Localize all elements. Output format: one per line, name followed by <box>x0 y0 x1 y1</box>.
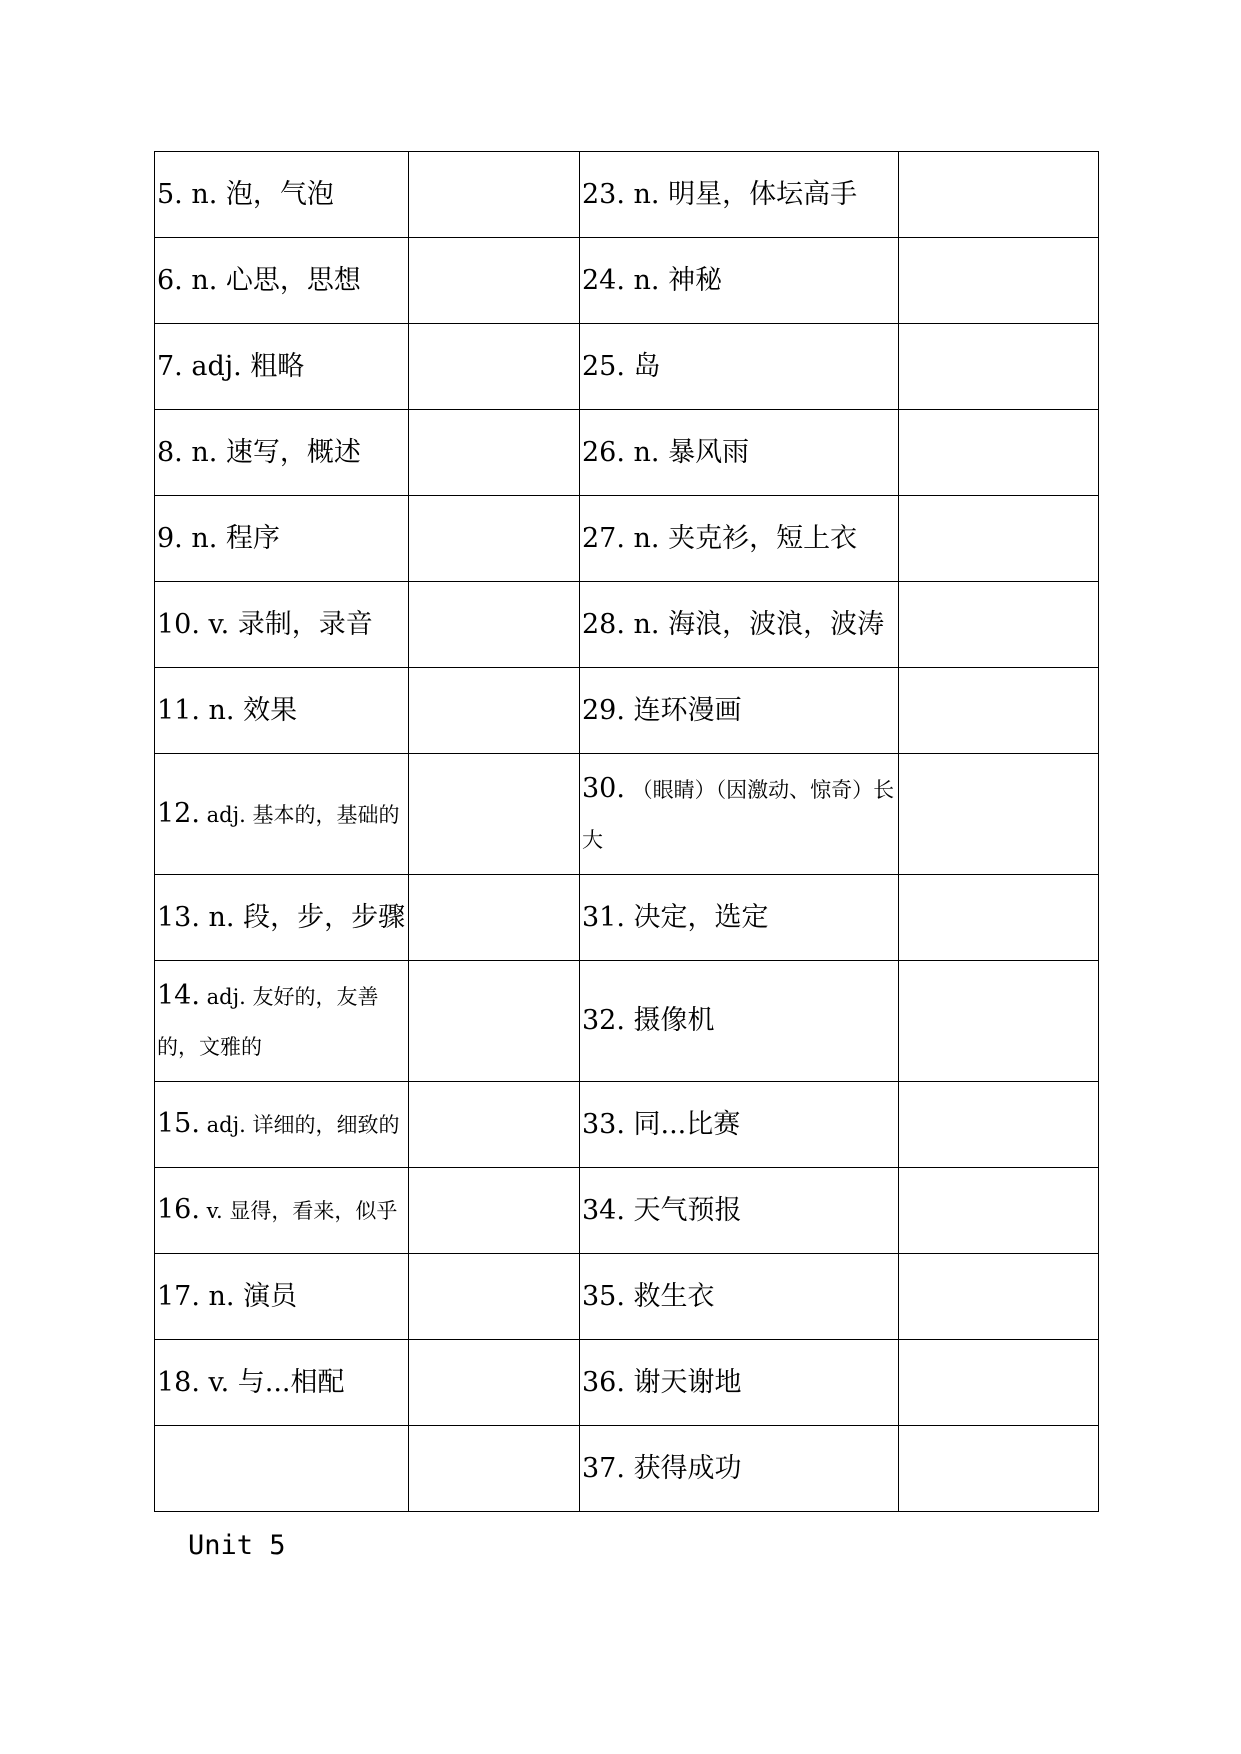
answer-cell[interactable] <box>409 496 580 582</box>
answer-cell[interactable] <box>899 1254 1099 1340</box>
table-row <box>155 1340 1099 1426</box>
answer-cell[interactable] <box>899 1340 1099 1426</box>
answer-cell[interactable] <box>899 582 1099 668</box>
answer-cell[interactable] <box>899 152 1099 238</box>
term-cell: 5. n. 泡，气泡 <box>155 152 409 238</box>
term-cell: 26. n. 暴风雨 <box>580 410 899 496</box>
answer-cell[interactable] <box>899 324 1099 410</box>
answer-cell[interactable] <box>899 1168 1099 1254</box>
term-number: 12. <box>157 797 200 829</box>
term-number: 30. <box>582 772 625 804</box>
table-row <box>155 1168 1099 1254</box>
table-row <box>155 875 1099 961</box>
answer-cell[interactable] <box>409 754 580 875</box>
term-number: 15. <box>157 1108 200 1139</box>
term-cell: 9. n. 程序 <box>155 496 409 582</box>
answer-cell[interactable] <box>409 324 580 410</box>
answer-cell[interactable] <box>409 152 580 238</box>
term-cell: 8. n. 速写，概述 <box>155 410 409 496</box>
table-row <box>155 1254 1099 1340</box>
term-number: 14. <box>157 979 200 1011</box>
table-row <box>155 961 1099 1082</box>
term-cell <box>580 754 899 875</box>
term-cell: 32. 摄像机 <box>580 961 899 1082</box>
answer-cell[interactable] <box>409 1082 580 1168</box>
answer-cell[interactable] <box>899 1426 1099 1512</box>
term-cell: 35. 救生衣 <box>580 1254 899 1340</box>
term-cell: 31. 决定，选定 <box>580 875 899 961</box>
term-cell: 29. 连环漫画 <box>580 668 899 754</box>
term-text: adj. 基本的，基础的 <box>206 802 400 827</box>
table-row <box>155 582 1099 668</box>
term-cell: 28. n. 海浪，波浪，波涛 <box>580 582 899 668</box>
term-cell: 34. 天气预报 <box>580 1168 899 1254</box>
term-cell: 36. 谢天谢地 <box>580 1340 899 1426</box>
answer-cell[interactable] <box>899 496 1099 582</box>
table-row <box>155 238 1099 324</box>
table-row <box>155 152 1099 238</box>
term-number: 16. <box>157 1194 200 1225</box>
answer-cell[interactable] <box>409 668 580 754</box>
term-text: adj. 友好的，友善的，文雅的 <box>157 984 379 1059</box>
table-row <box>155 496 1099 582</box>
table-row <box>155 410 1099 496</box>
answer-cell[interactable] <box>409 582 580 668</box>
term-cell: 27. n. 夹克衫，短上衣 <box>580 496 899 582</box>
term-text: v. 显得，看来，似乎 <box>206 1199 398 1223</box>
term-cell: 18. v. 与...相配 <box>155 1340 409 1426</box>
answer-cell[interactable] <box>409 961 580 1082</box>
term-cell <box>155 1082 409 1168</box>
table-row <box>155 668 1099 754</box>
answer-cell[interactable] <box>899 1082 1099 1168</box>
answer-cell[interactable] <box>899 961 1099 1082</box>
table-row <box>155 754 1099 875</box>
answer-cell[interactable] <box>409 875 580 961</box>
term-cell <box>155 1168 409 1254</box>
term-cell: 37. 获得成功 <box>580 1426 899 1512</box>
table-row <box>155 1426 1099 1512</box>
term-text: adj. 详细的，细致的 <box>206 1113 400 1137</box>
term-cell <box>155 1426 409 1512</box>
answer-cell[interactable] <box>409 1426 580 1512</box>
answer-cell[interactable] <box>899 875 1099 961</box>
vocabulary-table <box>154 151 1099 1512</box>
term-cell: 11. n. 效果 <box>155 668 409 754</box>
answer-cell[interactable] <box>409 1254 580 1340</box>
answer-cell[interactable] <box>899 410 1099 496</box>
answer-cell[interactable] <box>899 238 1099 324</box>
term-cell: 13. n. 段，步，步骤 <box>155 875 409 961</box>
answer-cell[interactable] <box>899 754 1099 875</box>
term-cell: 6. n. 心思，思想 <box>155 238 409 324</box>
term-cell: 17. n. 演员 <box>155 1254 409 1340</box>
answer-cell[interactable] <box>409 1168 580 1254</box>
term-cell: 10. v. 录制，录音 <box>155 582 409 668</box>
term-cell: 33. 同...比赛 <box>580 1082 899 1168</box>
answer-cell[interactable] <box>409 1340 580 1426</box>
term-cell: 23. n. 明星，体坛高手 <box>580 152 899 238</box>
answer-cell[interactable] <box>409 410 580 496</box>
term-cell: 25. 岛 <box>580 324 899 410</box>
answer-cell[interactable] <box>409 238 580 324</box>
term-cell <box>155 754 409 875</box>
term-cell <box>155 961 409 1082</box>
term-cell: 7. adj. 粗略 <box>155 324 409 410</box>
term-cell: 24. n. 神秘 <box>580 238 899 324</box>
table-row <box>155 1082 1099 1168</box>
unit-heading: Unit 5 <box>188 1530 286 1561</box>
answer-cell[interactable] <box>899 668 1099 754</box>
term-text: （眼睛）（因激动、惊奇）长大 <box>582 777 895 852</box>
table-row <box>155 324 1099 410</box>
